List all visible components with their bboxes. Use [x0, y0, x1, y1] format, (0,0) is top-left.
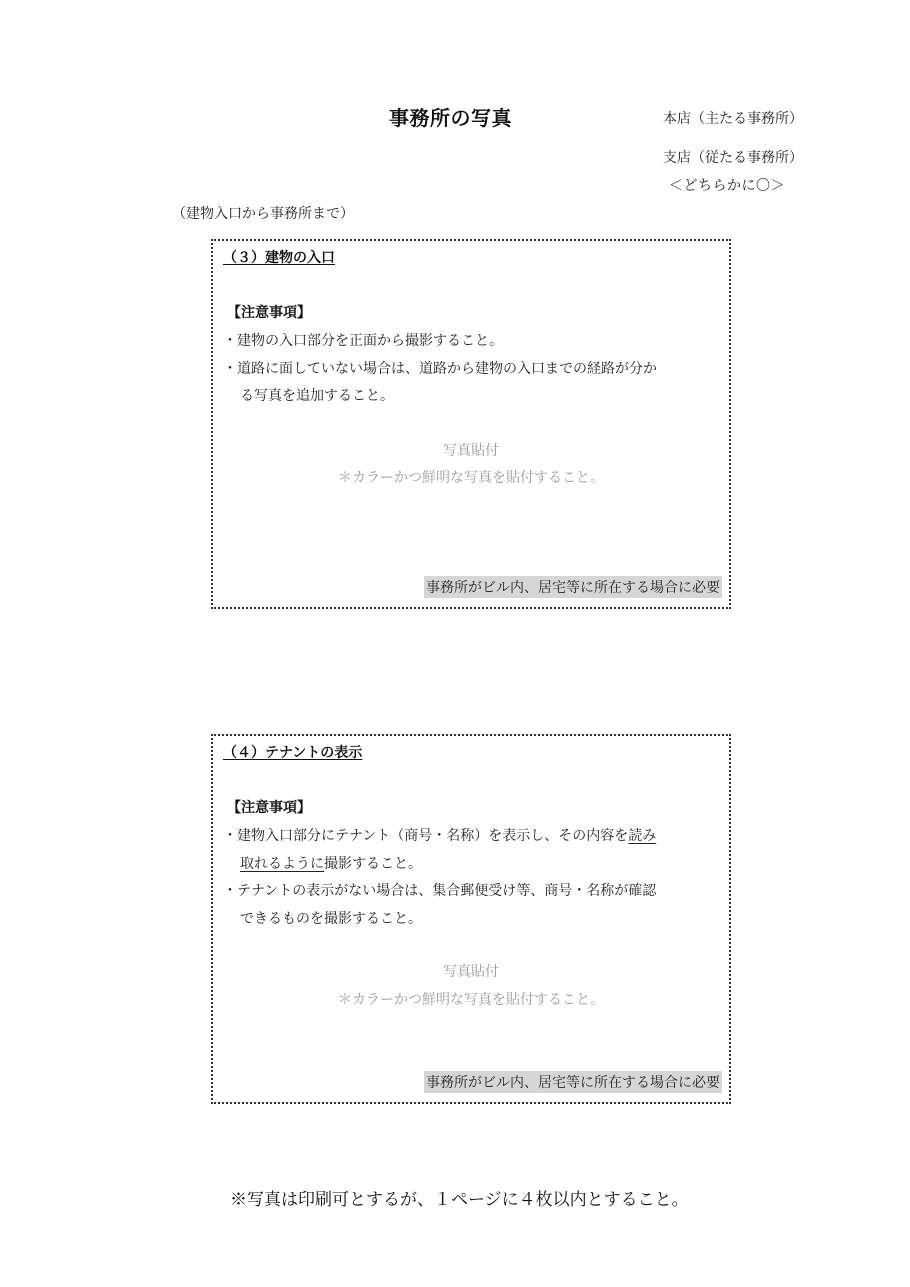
- footer-note: ※写真は印刷可とするが、１ページに４枚以内とすること。: [230, 1190, 689, 1210]
- caution-item: ・建物の入口部分を正面から撮影すること。: [223, 333, 503, 349]
- office-type-branch[interactable]: 支店（従たる事務所）: [663, 150, 803, 166]
- office-type-main[interactable]: 本店（主たる事務所）: [663, 111, 803, 127]
- caution-item-text: 撮影すること。: [324, 855, 422, 872]
- caution-item: [223, 823, 723, 851]
- photo-box-building-entrance: [211, 239, 731, 609]
- required-condition-note: 事務所がビル内、居宅等に所在する場合に必要: [424, 1071, 722, 1093]
- caution-item-continued: できるものを撮影すること。: [240, 910, 422, 927]
- photo-paste-instruction: ＊カラーかつ鮮明な写真を貼付すること。: [338, 992, 604, 1008]
- caution-item-emphasis: 読み: [628, 828, 657, 844]
- caution-heading: 【注意事項】: [227, 800, 311, 816]
- photo-paste-area-label[interactable]: 写真貼付: [443, 443, 499, 459]
- caution-item-text: ・建物入口部分にテナント（商号・名称）を表示し、その内容を: [223, 828, 629, 844]
- box-heading: （４）テナントの表示: [223, 745, 363, 761]
- caution-item-continued: [223, 851, 723, 879]
- caution-item-emphasis: 取れるように: [240, 855, 324, 872]
- page-title: 事務所の写真: [389, 106, 512, 130]
- caution-item: ・道路に面していない場合は、道路から建物の入口までの経路が分か: [223, 360, 657, 377]
- photo-paste-area-label[interactable]: 写真貼付: [443, 964, 499, 980]
- required-condition-note: 事務所がビル内、居宅等に所在する場合に必要: [424, 576, 722, 598]
- caution-item: ・テナントの表示がない場合は、集合郵便受け等、商号・名称が確認: [223, 883, 657, 899]
- office-type-instruction: ＜どちらかに〇＞: [669, 178, 785, 194]
- caution-list: [223, 823, 723, 933]
- caution-heading: 【注意事項】: [227, 305, 311, 321]
- photo-paste-instruction: ＊カラーかつ鮮明な写真を貼付すること。: [338, 470, 604, 486]
- route-note: （建物入口から事務所まで）: [172, 206, 354, 222]
- box-heading: （３）建物の入口: [223, 250, 335, 266]
- caution-item-continued: る写真を追加すること。: [240, 388, 394, 404]
- photo-box-tenant-display: [211, 734, 731, 1104]
- caution-list: [223, 328, 723, 411]
